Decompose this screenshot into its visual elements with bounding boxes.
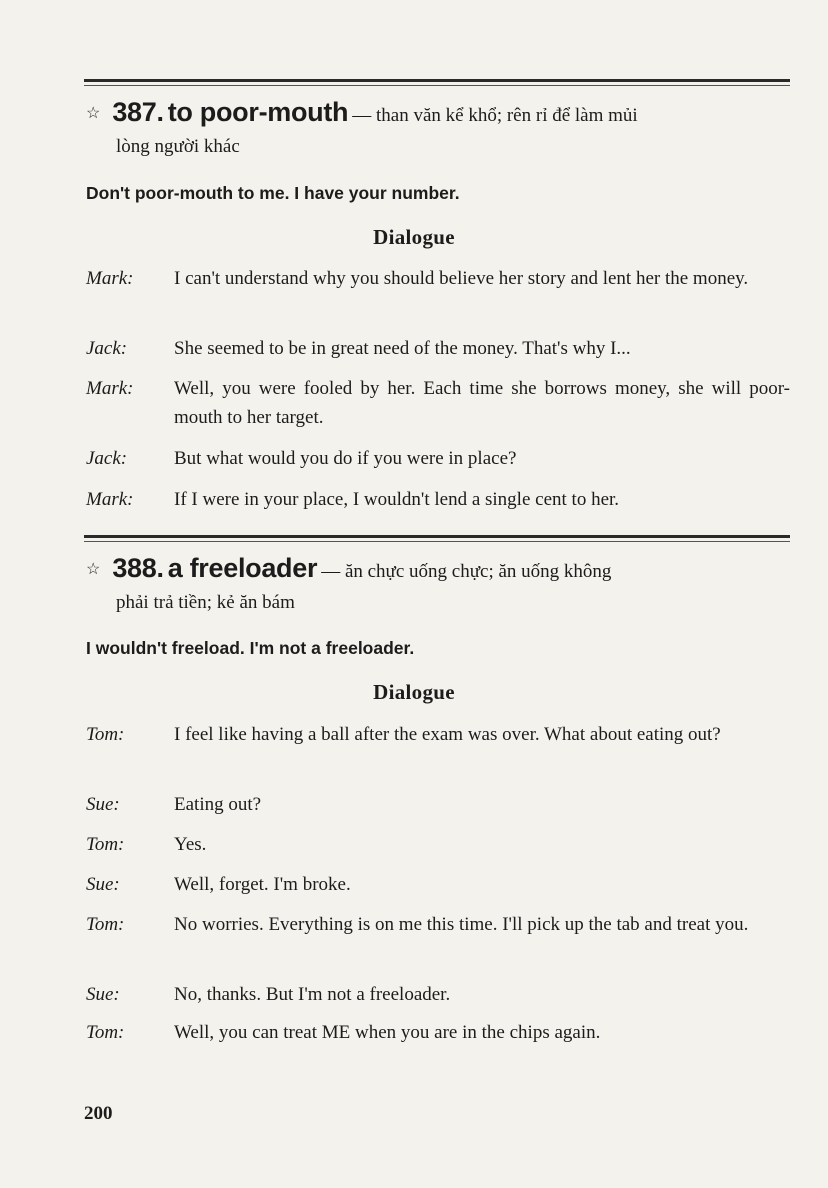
speaker: Tom: [86, 834, 125, 855]
top-rule [84, 79, 790, 82]
speech: Well, forget. I'm broke. [174, 874, 351, 895]
star-icon: ☆ [86, 105, 101, 122]
speech: Yes. [174, 834, 207, 855]
speech: No, thanks. But I'm not a freeloader. [174, 984, 451, 1005]
entry-number: 387. [112, 97, 164, 127]
dialogue-title: Dialogue [373, 225, 455, 249]
speaker: Tom: [86, 724, 125, 745]
dialogue-title: Dialogue [373, 680, 455, 704]
speech: If I were in your place, I wouldn't lend a single cent to her. [174, 489, 620, 510]
speaker: Tom: [86, 1022, 125, 1043]
entry-definition-continued: phải trả tiền; kẻ ăn bám [116, 592, 295, 613]
speech: But what would you do if you were in place? [174, 448, 517, 469]
section-rule-thin [84, 541, 790, 542]
speaker: Mark: [86, 268, 134, 289]
entry-number: 388. [112, 553, 164, 583]
speech: Eating out? [174, 794, 262, 815]
speech: No worries. Everything is on me this time. I'll pick up the tab and treat you. [174, 914, 749, 935]
speaker: Sue: [86, 984, 120, 1005]
speaker: Mark: [86, 489, 134, 510]
section-rule [84, 535, 790, 538]
speaker: Sue: [86, 794, 120, 815]
entry-387-heading [86, 97, 790, 132]
star-icon: ☆ [86, 561, 101, 578]
speaker: Mark: [86, 378, 134, 399]
speech: I feel like having a ball after the exam was over. What about eating out? [174, 724, 721, 745]
sample-sentence: Don't poor-mouth to me. I have your number. [86, 183, 460, 203]
speech: Well, you were fooled by her. Each time she borrows money, she will poor-mouth to her target. [174, 378, 790, 428]
entry-term: a freeloader [167, 553, 318, 583]
speaker: Jack: [86, 338, 128, 359]
sample-sentence: I wouldn't freeload. I'm not a freeloader. [86, 638, 415, 658]
speaker: Sue: [86, 874, 120, 895]
entry-term: to poor-mouth [167, 97, 349, 127]
entry-definition: — than văn kể khổ; rên rỉ để làm mủi [352, 105, 638, 126]
top-rule-thin [84, 85, 790, 86]
entry-388-heading [86, 553, 790, 588]
speech: Well, you can treat ME when you are in the chips again. [174, 1022, 601, 1043]
entry-definition-continued: lòng người khác [116, 136, 240, 157]
page-number: 200 [84, 1103, 113, 1124]
speech: She seemed to be in great need of the money. That's why I... [174, 338, 631, 359]
speech: I can't understand why you should believe her story and lent her the money. [174, 268, 749, 289]
speaker: Tom: [86, 914, 125, 935]
speaker: Jack: [86, 448, 128, 469]
entry-definition: — ăn chực uống chực; ăn uống không [321, 561, 612, 582]
